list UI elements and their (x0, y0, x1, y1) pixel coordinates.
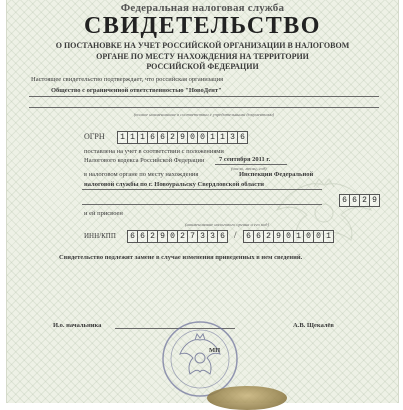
organization-underline (29, 96, 379, 97)
inn-digit: 2 (177, 230, 188, 243)
authority-code-digit: 2 (359, 194, 370, 207)
ogrn-digit: 6 (147, 131, 158, 144)
intro-text: Настоящее свидетельство подтверждает, что российская организация (31, 76, 224, 83)
ogrn-boxes (117, 131, 247, 144)
ogrn-digit: 2 (167, 131, 178, 144)
inn-digit: 7 (187, 230, 198, 243)
stamp-place-label: МП (209, 347, 221, 354)
document-title: СВИДЕТЕЛЬСТВО (84, 13, 321, 39)
kpp-digit: 0 (313, 230, 324, 243)
inn-digit: 3 (207, 230, 218, 243)
ogrn-digit: 6 (157, 131, 168, 144)
authority-prefix: в налоговом органе по месту нахождения (84, 171, 199, 178)
replacement-notice: Свидетельство подлежит замене в случае изменения приведенных в нем сведений. (59, 254, 303, 261)
hologram-sticker (207, 386, 287, 410)
authority-line-1: Инспекции Федеральной (239, 171, 314, 178)
inn-digit: 6 (217, 230, 228, 243)
authority-caption: (наименование налогового органа и его код) (185, 222, 269, 227)
registration-date: 7 сентября 2011 г. (219, 156, 271, 163)
kpp-digit: 6 (253, 230, 264, 243)
ogrn-digit: 1 (217, 131, 228, 144)
date-underline (215, 164, 287, 165)
inn-digit: 9 (157, 230, 168, 243)
kpp-digit: 1 (293, 230, 304, 243)
authority-code-digit: 6 (349, 194, 360, 207)
authority-underline (82, 189, 322, 190)
kpp-digit: 1 (323, 230, 334, 243)
kpp-boxes (243, 230, 333, 243)
document-subtitle (47, 41, 358, 73)
ogrn-digit: 1 (117, 131, 128, 144)
inn-kpp-separator: / (234, 230, 237, 240)
authority-line-2: налоговой службы по г. Новоуральску Свердловской области (84, 181, 265, 188)
service-name: Федеральная налоговая служба (120, 2, 285, 14)
registered-line-1: поставлена на учет в соответствии с положениями (84, 148, 224, 155)
organization-underline-2 (29, 107, 379, 108)
signatory-name: А.В. Щекалёв (293, 322, 334, 329)
ogrn-digit: 0 (187, 131, 198, 144)
inn-digit: 6 (127, 230, 138, 243)
signatory-position: И.о. начальника (53, 322, 102, 329)
inn-digit: 2 (147, 230, 158, 243)
subtitle-line: РОССИЙСКОЙ ФЕДЕРАЦИИ (146, 62, 259, 71)
organization-caption: (полное наименование в соответствии с учредительными документами) (133, 112, 275, 117)
subtitle-line: О ПОСТАНОВКЕ НА УЧЕТ РОССИЙСКОЙ ОРГАНИЗАЦИИ В НАЛОГОВОМ (55, 41, 350, 50)
certificate-sheet (6, 0, 399, 403)
ogrn-digit: 0 (197, 131, 208, 144)
authority-code-boxes (339, 194, 379, 207)
authority-underline-2 (82, 204, 322, 205)
registered-line-2: Налогового кодекса Российской Федерации (84, 157, 205, 164)
eagle-emblem-watermark (269, 175, 379, 255)
authority-code-digit: 9 (369, 194, 380, 207)
ogrn-digit: 9 (177, 131, 188, 144)
inn-digit: 6 (137, 230, 148, 243)
inn-boxes (127, 230, 227, 243)
kpp-digit: 2 (263, 230, 274, 243)
ogrn-digit: 3 (227, 131, 238, 144)
subtitle-line: ОРГАНЕ ПО МЕСТУ НАХОЖДЕНИЯ НА ТЕРРИТОРИИ (96, 51, 309, 61)
kpp-digit: 0 (283, 230, 294, 243)
assigned-text: и ей присвоен (84, 210, 123, 217)
ogrn-digit: 1 (127, 131, 138, 144)
inn-digit: 3 (197, 230, 208, 243)
authority-code-digit: 6 (339, 194, 350, 207)
kpp-digit: 6 (243, 230, 254, 243)
inn-digit: 0 (167, 230, 178, 243)
organization-name: Общество с ограниченной ответственностью "НовоДент" (51, 87, 222, 94)
ogrn-label: ОГРН (84, 132, 105, 141)
ogrn-digit: 6 (237, 131, 248, 144)
kpp-digit: 0 (303, 230, 314, 243)
date-caption: (число, месяц, год) (231, 166, 267, 171)
inn-kpp-label: ИНН/КПП (84, 232, 116, 240)
ogrn-digit: 1 (137, 131, 148, 144)
kpp-digit: 9 (273, 230, 284, 243)
ogrn-digit: 1 (207, 131, 218, 144)
